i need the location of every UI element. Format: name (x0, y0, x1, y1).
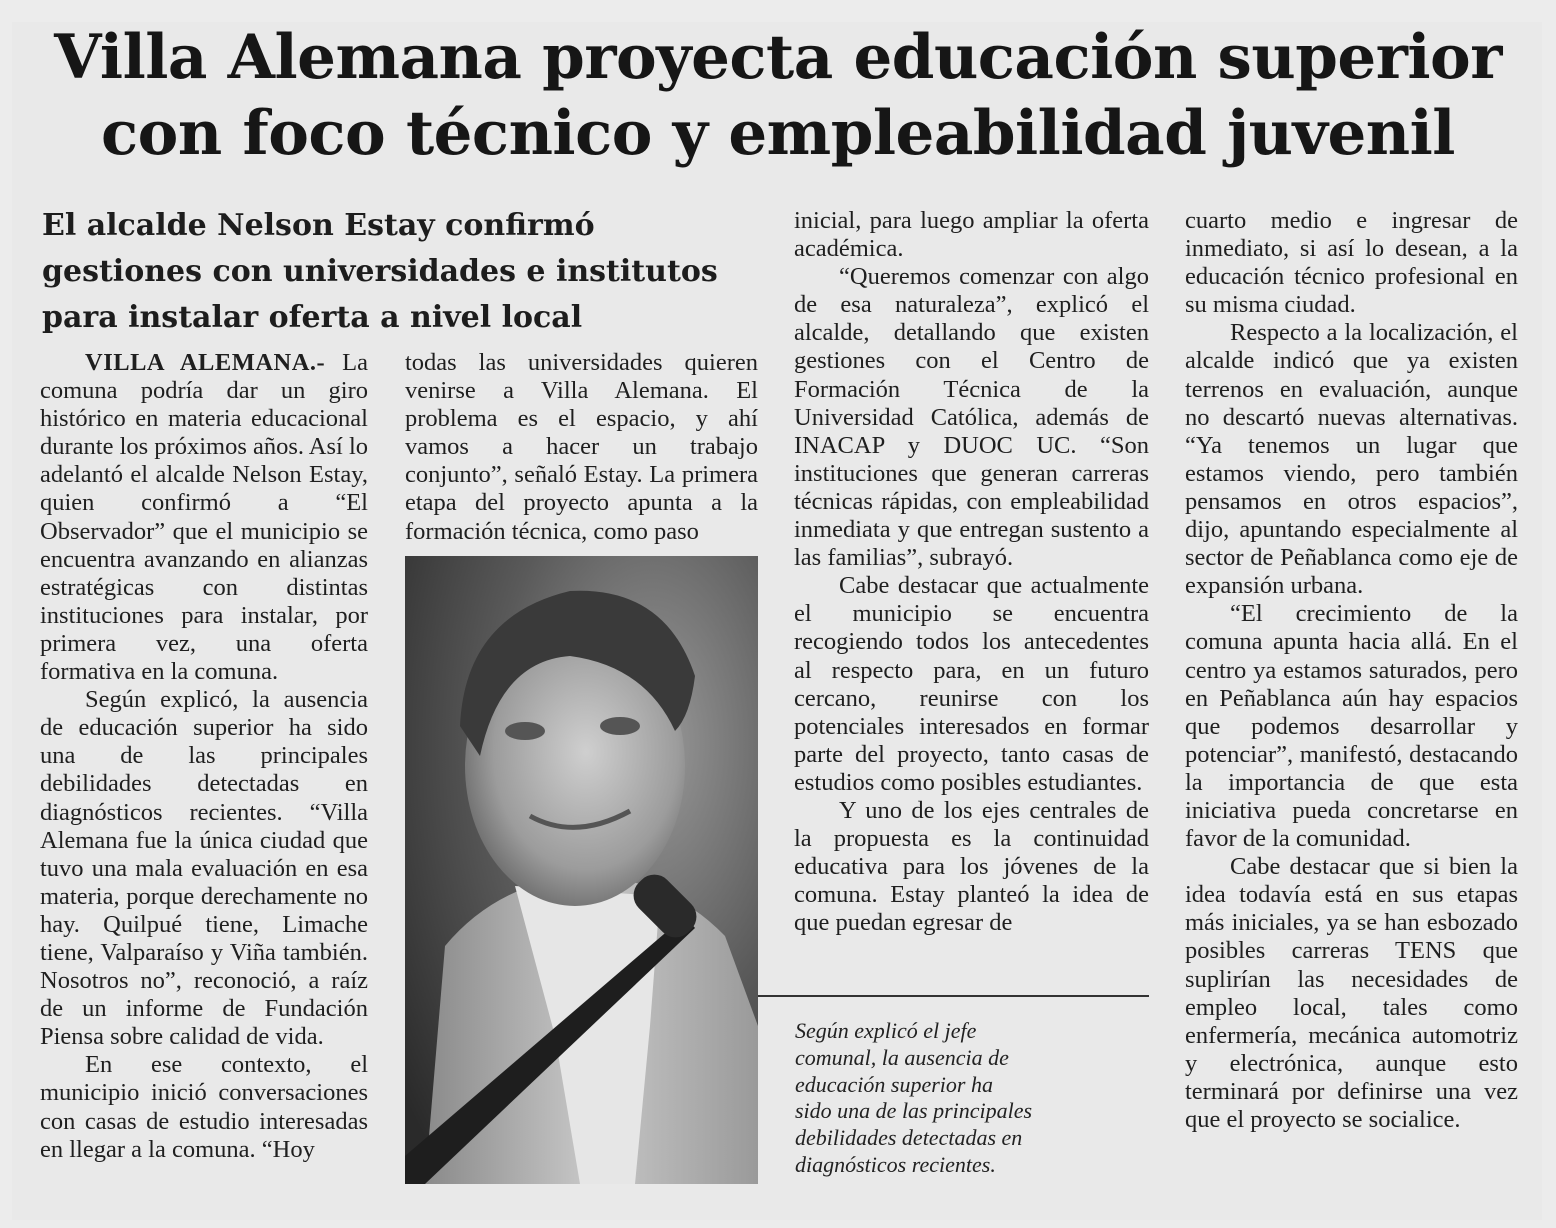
caption-line: comunal, la ausencia de (795, 1044, 1009, 1070)
headline-line-2: con foco técnico y empleabilidad juvenil (101, 98, 1455, 169)
article-paragraph: En ese contexto, el municipio inició conversaciones con casas de estudio interesadas en llegar a la comuna. “Hoy (40, 1051, 368, 1163)
subheadline-line-2: gestiones con universidades e institutos (42, 254, 718, 289)
caption-line: sido una de las principales (795, 1098, 1033, 1124)
article-paragraph (40, 349, 368, 686)
article-paragraph: Y uno de los ejes centrales de la propuesta es la continuidad educativa para los jóvenes de la comuna. Estay planteó la idea de que puedan egresar de (794, 796, 1149, 937)
article-paragraph: inicial, para luego ampliar la oferta académica. (794, 207, 1149, 263)
caption-line: diagnósticos recientes. (795, 1151, 996, 1177)
mayor-portrait-image (405, 556, 758, 1184)
subheadline-line-3: para instalar oferta a nivel local (42, 300, 583, 335)
headline-line-1: Villa Alemana proyecta educación superior (54, 22, 1502, 93)
article-paragraph: “Queremos comenzar con algo de esa naturaleza”, explicó el alcalde, detallando que existen gestiones con el Centro de Formación Técnica de la Universidad Católica, además de INACAP y DUOC UC. “Son instituciones que generan carreras técnicas rápidas, con empleabilidad inmediata y que entregan sustento a las familias”, subrayó. (794, 263, 1149, 572)
paragraph-text: La comuna podría dar un giro histórico en materia educacional durante los próximos años. Así lo adelantó el alcalde Nelson Estay, quien confirmó a “El Observador” que el municipio se encuentra avanzando en alianzas estratégicas con distintas instituciones para instalar, por primera vez, una oferta formativa en la comuna. (40, 349, 369, 686)
mayor-photo (405, 556, 758, 1184)
article-paragraph: Cabe destacar que si bien la idea todavía está en sus etapas más iniciales, ya se han esbozado posibles carreras TENS que suplirían las necesidades de empleo local, tales como enfermería, mecánica automotriz y electrónica, aunque esto terminará por definirse una vez que el proyecto se socialice. (1185, 853, 1518, 1133)
article-column-1 (40, 349, 368, 1164)
headline (0, 20, 1556, 172)
article-paragraph: “El crecimiento de la comuna apunta hacia allá. En el centro ya estamos saturados, pero en Peñablanca aún hay espacios que podemos desarrollar y potenciar”, manifestó, destacando la importancia de que esta iniciativa pueda concretarse en favor de la comunidad. (1185, 600, 1518, 853)
caption-divider (758, 995, 1149, 997)
article-paragraph: Respecto a la localización, el alcalde indicó que ya existen terrenos en evaluación, aunque no descartó nuevas alternativas. “Ya tenemos un lugar que estamos viendo, pero también pensamos en otros espacios”, dijo, apuntando especialmente al sector de Peñablanca como eje de expansión urbana. (1185, 319, 1518, 600)
article-paragraph: cuarto medio e ingresar de inmediato, si así lo desean, a la educación técnico profesional en su misma ciudad. (1185, 207, 1518, 319)
article-paragraph: Cabe destacar que actualmente el municipio se encuentra recogiendo todos los antecedentes al respecto para, en un futuro cercano, reunirse con los potenciales interesados en formar parte del proyecto, tanto casas de estudios como posibles estudiantes. (794, 572, 1149, 796)
dateline: VILLA ALEMANA.- (85, 349, 326, 376)
article-column-4 (1185, 207, 1518, 1134)
subheadline (42, 203, 762, 341)
article-column-2 (405, 349, 758, 546)
caption-line: debilidades detectadas en (795, 1125, 1023, 1151)
article-paragraph: todas las universidades quieren venirse a Villa Alemana. El problema es el espacio, y ahí vamos a hacer un trabajo conjunto”, señaló Estay. La primera etapa del proyecto apunta a la formación técnica, como paso (405, 349, 758, 545)
photo-caption (795, 1018, 1095, 1179)
article-paragraph: Según explicó, la ausencia de educación superior ha sido una de las principales debilidades detectadas en diagnósticos recientes. “Villa Alemana fue la única ciudad que tuvo una mala evaluación en esa materia, porque derechamente no hay. Quilpué tiene, Limache tiene, Valparaíso y Viña también. Nosotros no”, reconoció, a raíz de un informe de Fundación Piensa sobre calidad de vida. (40, 686, 368, 1051)
subheadline-line-1: El alcalde Nelson Estay confirmó (42, 208, 595, 243)
caption-line: Según explicó el jefe (795, 1018, 977, 1043)
article-column-3 (794, 207, 1149, 937)
caption-line: educación superior ha (795, 1071, 993, 1097)
